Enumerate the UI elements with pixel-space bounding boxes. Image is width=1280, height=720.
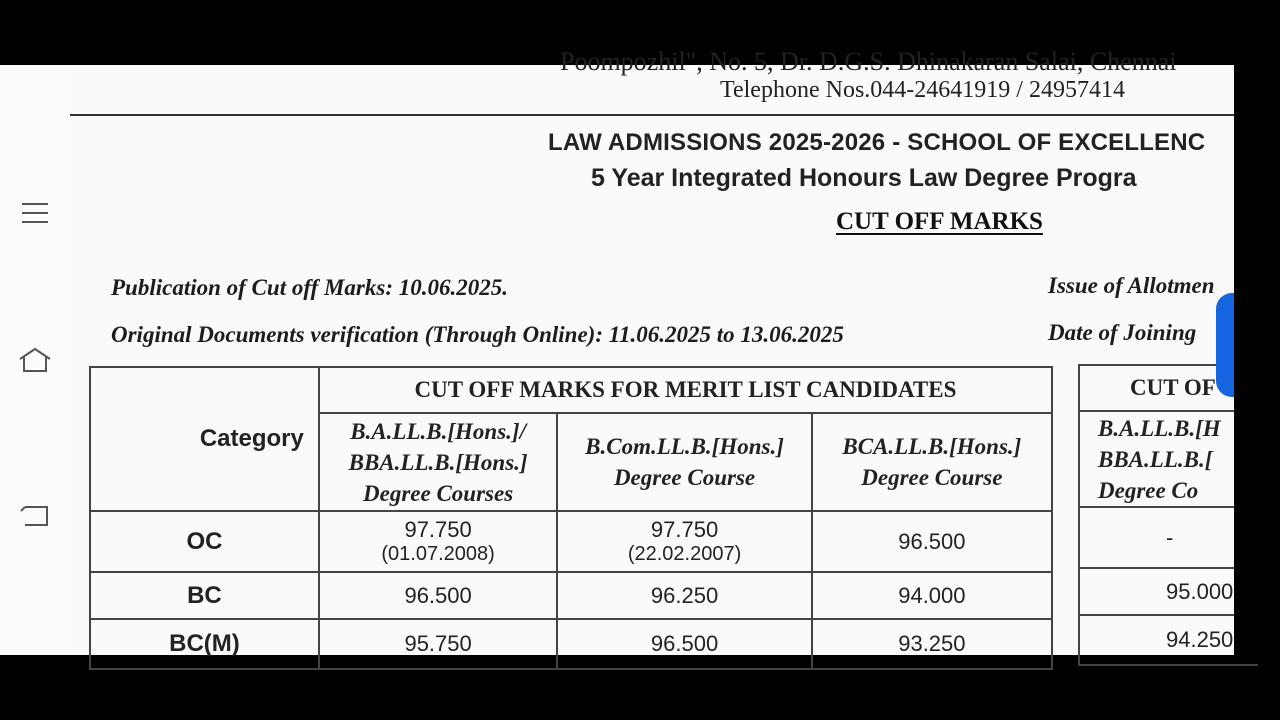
- header-divider: [70, 114, 1234, 116]
- merit-header: CUT OFF MARKS FOR MERIT LIST CANDIDATES: [319, 367, 1052, 413]
- home-icon[interactable]: [14, 343, 56, 377]
- publication-date: Publication of Cut off Marks: 10.06.2025.: [111, 275, 508, 300]
- issue-allotment: Issue of Allotmen: [1048, 273, 1215, 298]
- document-viewer[interactable]: [70, 47, 1234, 657]
- value-cell: 96.500: [557, 619, 811, 669]
- value-cell: 93.250: [812, 619, 1052, 669]
- cutoff-table-merit: [89, 366, 1053, 670]
- value-cell: 96.250: [557, 572, 811, 619]
- address-header: Poompozhil", No. 5, Dr. D.G.S. Dhinakaran Salai, Chennai: [560, 47, 1177, 76]
- category-cell: BC: [90, 572, 319, 619]
- right-bezel: [1234, 65, 1280, 655]
- cutoff-table-right: [1078, 364, 1258, 666]
- menu-icon[interactable]: [14, 196, 56, 230]
- screen: [0, 47, 1234, 657]
- value-cell: 95.750: [319, 619, 557, 669]
- value-cell: 97.750 (22.02.2007): [557, 511, 811, 572]
- value-cell: 96.500: [319, 572, 557, 619]
- value-cell: 94.250: [1079, 615, 1258, 665]
- value-cell: 96.500: [812, 511, 1052, 572]
- table-row: [90, 511, 1052, 572]
- value-cell: 95.000: [1079, 568, 1258, 615]
- category-header: Category: [90, 367, 319, 511]
- cutoff-title: CUT OFF MARKS: [836, 208, 1043, 235]
- course-header-bcom: B.Com.LL.B.[Hons.] Degree Course: [557, 413, 811, 511]
- table-row: [90, 572, 1052, 619]
- course-header-ba: B.A.LL.B.[Hons.]/ BBA.LL.B.[Hons.] Degree Courses: [319, 413, 557, 511]
- right-header: CUT OF: [1079, 365, 1258, 411]
- category-cell: OC: [90, 511, 319, 572]
- right-course-header: B.A.LL.B.[H BBA.LL.B.[ Degree Co: [1079, 411, 1258, 507]
- verification-dates: Original Documents verification (Through Online): 11.06.2025 to 13.06.2025: [111, 322, 844, 347]
- table-row: [90, 619, 1052, 669]
- nav-bar: [0, 65, 70, 655]
- telephone-text: Telephone Nos.044-24641919 / 24957414: [720, 77, 1125, 103]
- admissions-title: LAW ADMISSIONS 2025-2026 - SCHOOL OF EXCELLENC: [548, 129, 1206, 156]
- value-cell: 94.000: [812, 572, 1052, 619]
- date-of-joining: Date of Joining: [1048, 320, 1197, 345]
- value-cell: -: [1079, 507, 1258, 568]
- program-title: 5 Year Integrated Honours Law Degree Progra: [591, 164, 1137, 192]
- category-cell: BC(M): [90, 619, 319, 669]
- back-icon[interactable]: [14, 499, 56, 533]
- value-cell: 97.750 (01.07.2008): [319, 511, 557, 572]
- course-header-bca: BCA.LL.B.[Hons.] Degree Course: [812, 413, 1052, 511]
